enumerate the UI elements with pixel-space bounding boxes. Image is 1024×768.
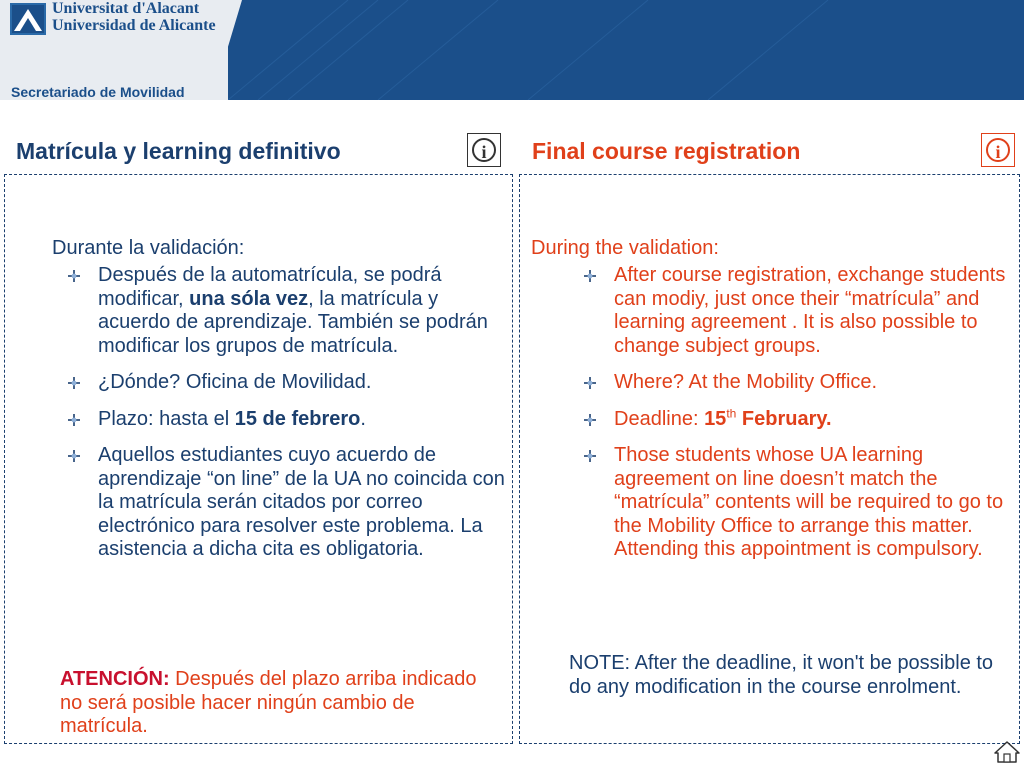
- note-spanish: [60, 668, 500, 739]
- note-label: ATENCIÓN:: [60, 668, 170, 690]
- list-item: [68, 444, 508, 562]
- bullet-text: After course registration, exchange students can modiy, just once their “matrícula” and learning agreement . It is also possible to change subject groups.: [614, 264, 1006, 357]
- bullet-text: Those students whose UA learning agreement on line doesn’t match the “matrícula” contents will be required to go to the Mobility Office to arrange this matter. Attending this appointment is compulsory.: [614, 444, 1004, 560]
- info-button-spanish[interactable]: [467, 133, 501, 167]
- university-logo[interactable]: [10, 3, 46, 35]
- bullet-text: Después de la automatrícula, se podrá modificar,: [98, 264, 442, 310]
- bullet-emphasis: February.: [736, 407, 832, 430]
- bullet-cross-icon: [584, 270, 596, 282]
- note-text: Después del plazo arriba indicado no será posible hacer ningún cambio de matrícula.: [60, 668, 477, 737]
- header-diagonal: [212, 0, 242, 100]
- bullet-cross-icon: [68, 450, 80, 462]
- list-item: [584, 371, 1014, 395]
- university-name[interactable]: [52, 0, 216, 34]
- list-item: [68, 408, 508, 432]
- info-icon: i: [986, 138, 1010, 162]
- bullet-cross-icon: [68, 270, 80, 282]
- bullet-cross-icon: [584, 414, 596, 426]
- list-item: [68, 371, 508, 395]
- university-name-line1: Universitat d'Alacant: [52, 0, 200, 17]
- bullet-emphasis: 15: [704, 407, 727, 430]
- bullet-text: ¿Dónde? Oficina de Movilidad.: [98, 371, 372, 393]
- bullet-text: Where? At the Mobility Office.: [614, 371, 878, 393]
- bullet-text: , la matrícula y acuerdo de aprendizaje. También se podrán modificar los grupos de matrícula.: [98, 287, 488, 357]
- bullet-emphasis: una sóla vez: [189, 287, 309, 310]
- department-name: Secretariado de Movilidad: [11, 84, 185, 100]
- bullet-cross-icon: [584, 377, 596, 389]
- bullet-cross-icon: [68, 414, 80, 426]
- list-item: [584, 444, 1014, 562]
- info-icon: i: [472, 138, 496, 162]
- bullet-emphasis: 15 de febrero: [234, 407, 361, 430]
- title-english: Final course registration: [532, 138, 801, 164]
- list-item: [68, 264, 508, 358]
- bullet-list-spanish: [68, 264, 508, 575]
- home-icon[interactable]: [994, 740, 1020, 764]
- note-english: NOTE: After the deadline, it won't be possible to do any modification in the course enrolment.: [569, 652, 994, 698]
- bullet-superscript: th: [726, 405, 737, 420]
- bullet-text: Deadline:: [614, 407, 705, 430]
- bullet-text: .: [360, 407, 366, 430]
- lead-english: During the validation:: [531, 237, 719, 259]
- list-item: [584, 264, 1014, 358]
- lead-spanish: Durante la validación:: [52, 237, 245, 259]
- header-decoration: [228, 0, 1024, 100]
- title-spanish: Matrícula y learning definitivo: [16, 138, 341, 164]
- bullet-cross-icon: [584, 450, 596, 462]
- list-item: [584, 405, 1014, 432]
- bullet-text: Aquellos estudiantes cuyo acuerdo de aprendizaje “on line” de la UA no coincida con la matrícula serán citados por correo electrónico para resolver este problema. La asistencia a dicha cita es obligatoria.: [98, 444, 505, 560]
- bullet-list-english: [584, 264, 1014, 575]
- university-name-line2: Universidad de Alicante: [52, 17, 216, 34]
- info-button-english[interactable]: [981, 133, 1015, 167]
- bullet-cross-icon: [68, 377, 80, 389]
- header-banner: [0, 0, 1024, 100]
- bullet-text: Plazo: hasta el: [98, 407, 235, 430]
